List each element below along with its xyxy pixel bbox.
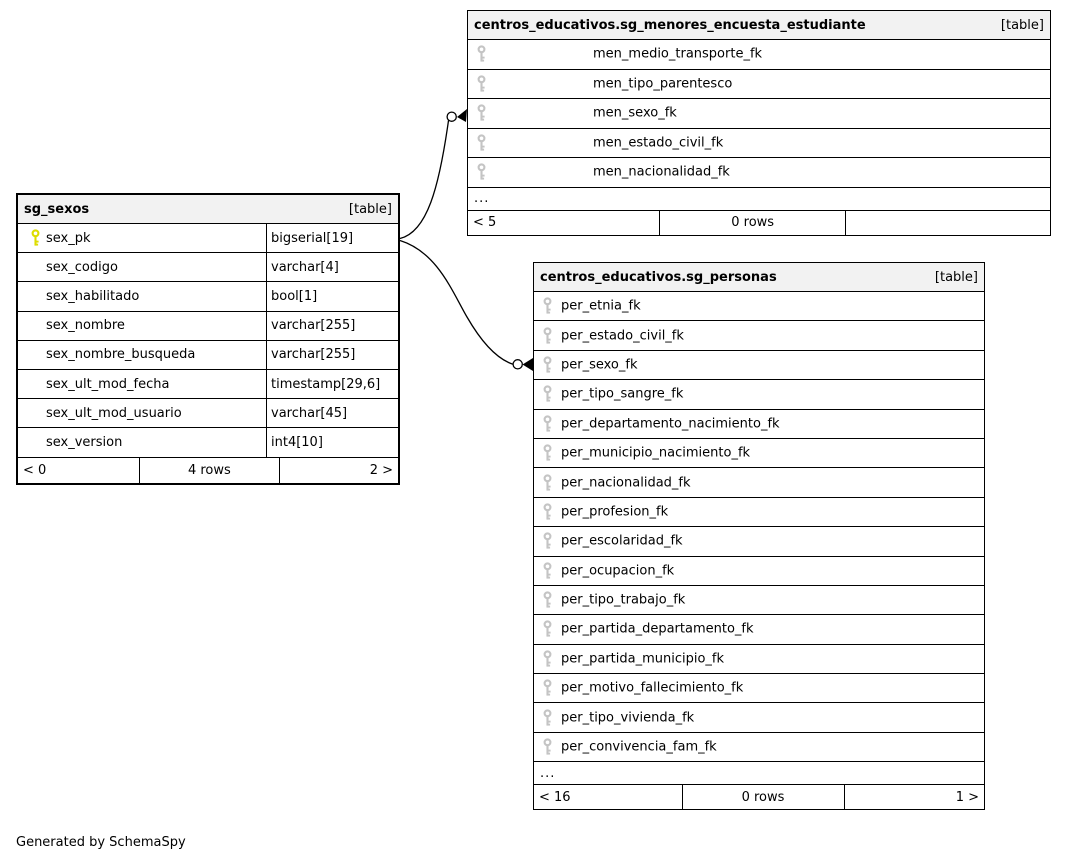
key-icon-placeholder <box>18 341 46 369</box>
column-row <box>534 292 984 321</box>
column-name: sex_nombre <box>46 318 125 334</box>
column-type: varchar[255] <box>266 341 398 369</box>
column-name: men_estado_civil_fk <box>593 135 724 151</box>
column-row <box>534 645 984 674</box>
table-footer <box>18 458 398 483</box>
column-name: per_nacionalidad_fk <box>561 475 691 491</box>
table-node-sg-personas[interactable] <box>533 262 985 810</box>
column-row <box>534 380 984 409</box>
key-icon-placeholder <box>18 370 46 398</box>
column-name: per_partida_departamento_fk <box>561 621 754 637</box>
column-list <box>534 292 984 785</box>
column-row <box>534 321 984 350</box>
table-node-sg-menores-encuesta-estudiante[interactable] <box>467 10 1051 236</box>
column-type: varchar[45] <box>266 399 398 427</box>
column-name: men_nacionalidad_fk <box>593 164 730 180</box>
column-row <box>534 615 984 644</box>
foreign-key-icon <box>542 738 553 756</box>
column-row <box>18 253 398 282</box>
column-name: men_tipo_parentesco <box>593 76 733 92</box>
column-name: sex_version <box>46 434 123 450</box>
edge-circle-marker <box>513 360 522 369</box>
key-icon-placeholder <box>18 253 46 281</box>
row-count: 4 rows <box>140 458 281 483</box>
edge-circle-marker <box>447 112 456 121</box>
table-node-sg-sexos[interactable] <box>16 193 400 485</box>
foreign-key-icon <box>542 356 553 374</box>
column-name: sex_ult_mod_fecha <box>46 376 170 392</box>
column-row <box>534 498 984 527</box>
table-footer <box>468 211 1050 235</box>
column-type: bigserial[19] <box>266 224 398 252</box>
column-name: per_convivencia_fam_fk <box>561 739 717 755</box>
column-row <box>534 557 984 586</box>
foreign-key-icon <box>542 679 553 697</box>
column-row <box>18 428 398 457</box>
hidden-children-count: 2 > <box>369 462 393 478</box>
hidden-children-count <box>846 211 1050 235</box>
column-row <box>534 527 984 556</box>
column-name: per_ocupacion_fk <box>561 563 675 579</box>
edge-arrowhead <box>457 109 467 122</box>
key-icon-placeholder <box>18 282 46 310</box>
row-count: 0 rows <box>660 211 846 235</box>
column-row <box>468 70 1050 100</box>
table-type-label: [table] <box>934 269 978 285</box>
table-header <box>468 11 1050 40</box>
foreign-key-icon <box>542 650 553 668</box>
foreign-key-icon <box>542 297 553 315</box>
column-type: timestamp[29,6] <box>266 370 398 398</box>
ellipsis-row <box>468 188 1050 211</box>
table-name[interactable]: sg_sexos <box>24 201 90 217</box>
column-row <box>468 158 1050 188</box>
column-row <box>534 468 984 497</box>
ellipsis-text: ... <box>474 191 490 206</box>
foreign-key-icon <box>542 385 553 403</box>
column-type: int4[10] <box>266 428 398 456</box>
edge-arrowhead <box>523 358 534 371</box>
column-row <box>534 733 984 762</box>
foreign-key-icon <box>476 163 487 181</box>
hidden-parents-count: < 5 <box>468 211 660 235</box>
column-row <box>468 129 1050 159</box>
hidden-parents-count: < 0 <box>18 458 140 483</box>
table-footer <box>534 785 984 809</box>
column-name: men_medio_transporte_fk <box>593 46 763 62</box>
key-icon-placeholder <box>18 312 46 340</box>
column-row <box>18 370 398 399</box>
foreign-key-icon <box>476 134 487 152</box>
column-type: varchar[255] <box>266 312 398 340</box>
table-header <box>534 263 984 292</box>
column-row <box>18 224 398 253</box>
foreign-key-icon <box>542 532 553 550</box>
table-name[interactable]: centros_educativos.sg_personas <box>540 269 777 285</box>
column-type: varchar[4] <box>266 253 398 281</box>
foreign-key-icon <box>476 104 487 122</box>
table-type-label: [table] <box>348 201 392 217</box>
column-row <box>534 703 984 732</box>
column-name: sex_habilitado <box>46 288 140 304</box>
column-name: per_municipio_nacimiento_fk <box>561 445 751 461</box>
hidden-children-count: 1 > <box>955 789 979 805</box>
column-row <box>534 674 984 703</box>
column-row <box>468 99 1050 129</box>
row-count: 0 rows <box>683 785 845 809</box>
foreign-key-icon <box>476 75 487 93</box>
column-name: sex_pk <box>46 230 91 246</box>
ellipsis-row <box>534 762 984 785</box>
column-name: per_motivo_fallecimiento_fk <box>561 680 744 696</box>
fk-edge-personas-sexo <box>400 241 513 365</box>
table-type-label: [table] <box>1000 17 1044 33</box>
column-name: per_profesion_fk <box>561 504 669 520</box>
column-name: per_etnia_fk <box>561 298 641 314</box>
column-row <box>534 439 984 468</box>
foreign-key-icon <box>542 503 553 521</box>
column-name: per_escolaridad_fk <box>561 533 683 549</box>
column-row <box>534 410 984 439</box>
foreign-key-icon <box>542 562 553 580</box>
column-row <box>534 586 984 615</box>
foreign-key-icon <box>542 415 553 433</box>
column-row <box>18 399 398 428</box>
column-name: sex_nombre_busqueda <box>46 347 196 363</box>
column-name: men_sexo_fk <box>593 105 677 121</box>
column-row <box>534 351 984 380</box>
column-name: per_sexo_fk <box>561 357 638 373</box>
fk-edge-menores-sexo <box>400 121 449 239</box>
column-row <box>18 341 398 370</box>
foreign-key-icon <box>542 620 553 638</box>
column-name: sex_ult_mod_usuario <box>46 405 182 421</box>
column-row <box>18 282 398 311</box>
foreign-key-icon <box>542 474 553 492</box>
ellipsis-text: ... <box>540 765 556 781</box>
column-row <box>468 40 1050 70</box>
column-name: sex_codigo <box>46 259 118 275</box>
primary-key-icon <box>18 224 46 252</box>
generated-by-credit: Generated by SchemaSpy <box>16 835 186 850</box>
table-name[interactable]: centros_educativos.sg_menores_encuesta_estudiante <box>474 17 866 33</box>
column-list <box>18 224 398 458</box>
column-name: per_partida_municipio_fk <box>561 651 725 667</box>
table-header <box>18 195 398 224</box>
column-name: per_tipo_vivienda_fk <box>561 710 695 726</box>
column-type: bool[1] <box>266 282 398 310</box>
column-name: per_departamento_nacimiento_fk <box>561 416 780 432</box>
key-icon-placeholder <box>18 399 46 427</box>
foreign-key-icon <box>542 591 553 609</box>
foreign-key-icon <box>542 709 553 727</box>
hidden-parents-count: < 16 <box>534 785 683 809</box>
foreign-key-icon <box>542 327 553 345</box>
column-row <box>18 312 398 341</box>
column-list <box>468 40 1050 211</box>
key-icon-placeholder <box>18 428 46 456</box>
foreign-key-icon <box>476 45 487 63</box>
column-name: per_tipo_trabajo_fk <box>561 592 686 608</box>
foreign-key-icon <box>542 444 553 462</box>
column-name: per_estado_civil_fk <box>561 328 684 344</box>
column-name: per_tipo_sangre_fk <box>561 386 684 402</box>
